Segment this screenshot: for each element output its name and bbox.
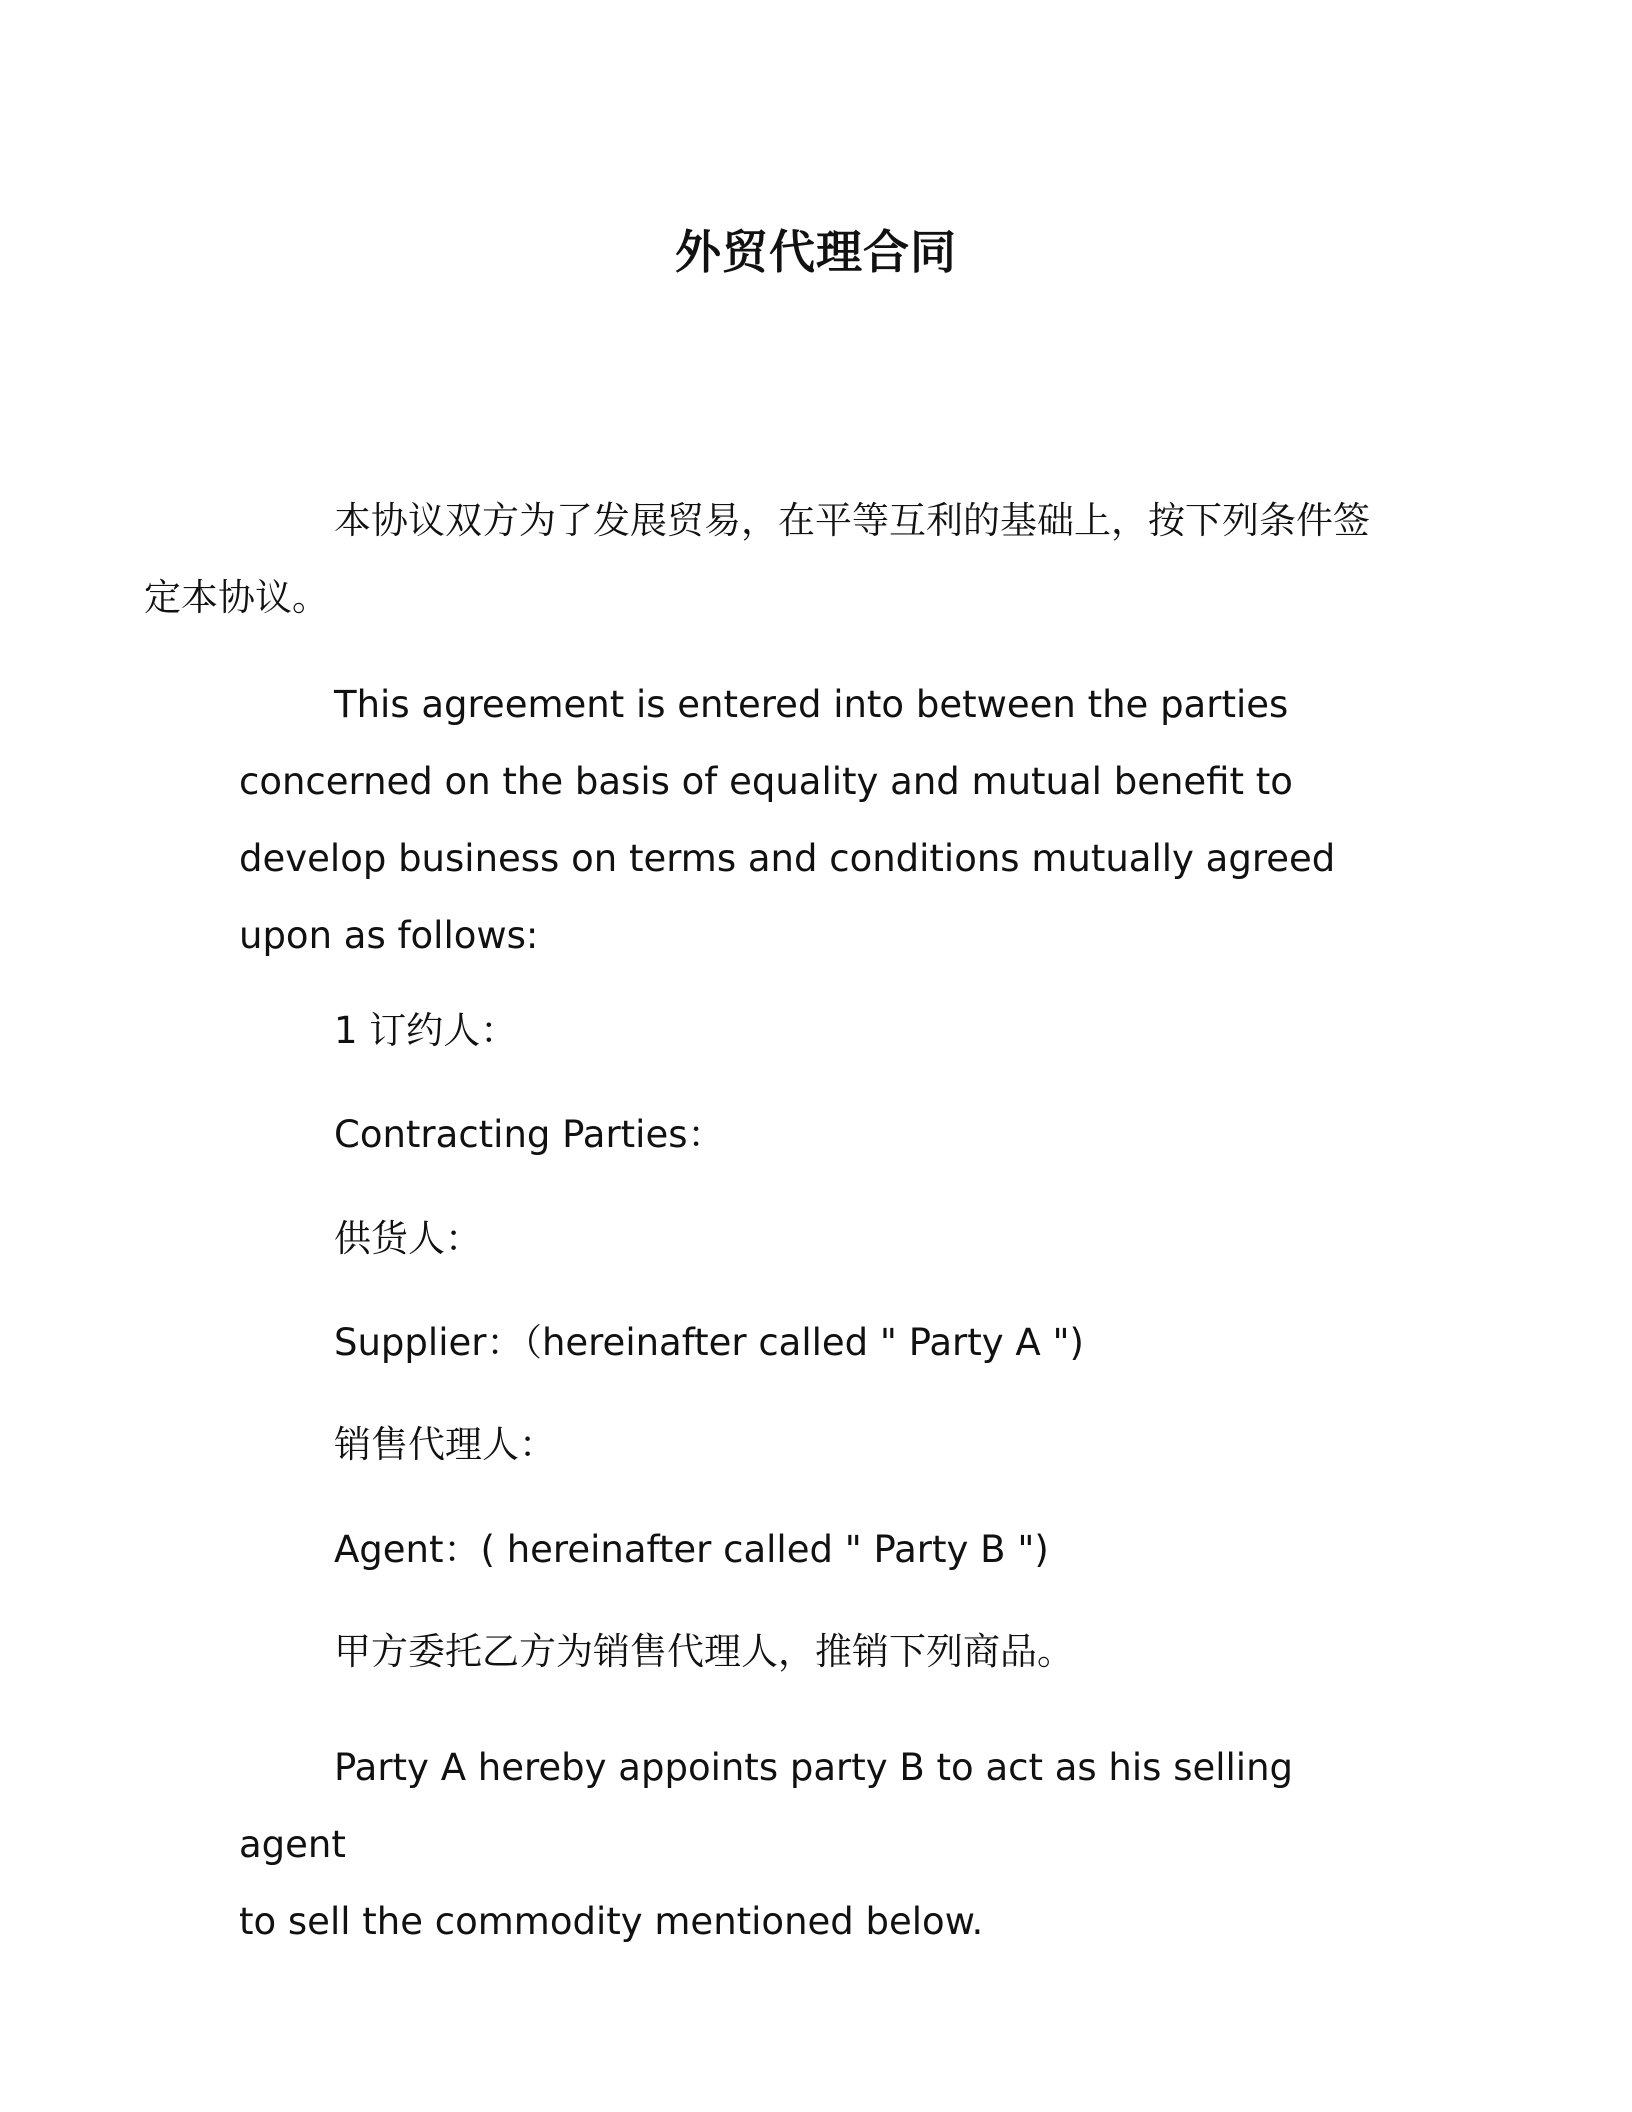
supplier-cn: 供货人： [334,1217,482,1260]
appoint-cn: 甲方委托乙方为销售代理人，推销下列商品。 [334,1630,1074,1673]
agent-en: Agent：( hereinafter called " Party B ") [334,1528,1049,1571]
intro-cn-line-1: 本协议双方为了发展贸易，在平等互利的基础上，按下列条件签 [334,499,1370,542]
appoint-en-line-1: Party A hereby appoints party B to act as his selling agent [239,1746,1294,1866]
clause-1-cn: 1 订约人： [334,1009,518,1052]
intro-en-line-2: concerned on the basis of equality and mutual benefit to [239,760,1293,803]
intro-paragraph-en [239,666,1399,974]
appoint-paragraph-en [239,1729,1399,1960]
intro-en-line-1: This agreement is entered into between the parties [334,683,1289,726]
intro-en-line-4: upon as follows: [239,914,539,957]
intro-cn-line-2: 定本协议。 [144,576,329,619]
appoint-en-line-2: to sell the commodity mentioned below. [239,1900,984,1943]
document-title: 外贸代理合同 [675,225,957,279]
agent-cn: 销售代理人： [334,1423,556,1466]
supplier-en: Supplier：（hereinafter called " Party A ") [334,1321,1084,1364]
intro-en-line-3: develop business on terms and conditions mutually agreed [239,837,1336,880]
intro-paragraph-cn [144,482,1399,636]
clause-1-en: Contracting Parties： [334,1113,725,1156]
